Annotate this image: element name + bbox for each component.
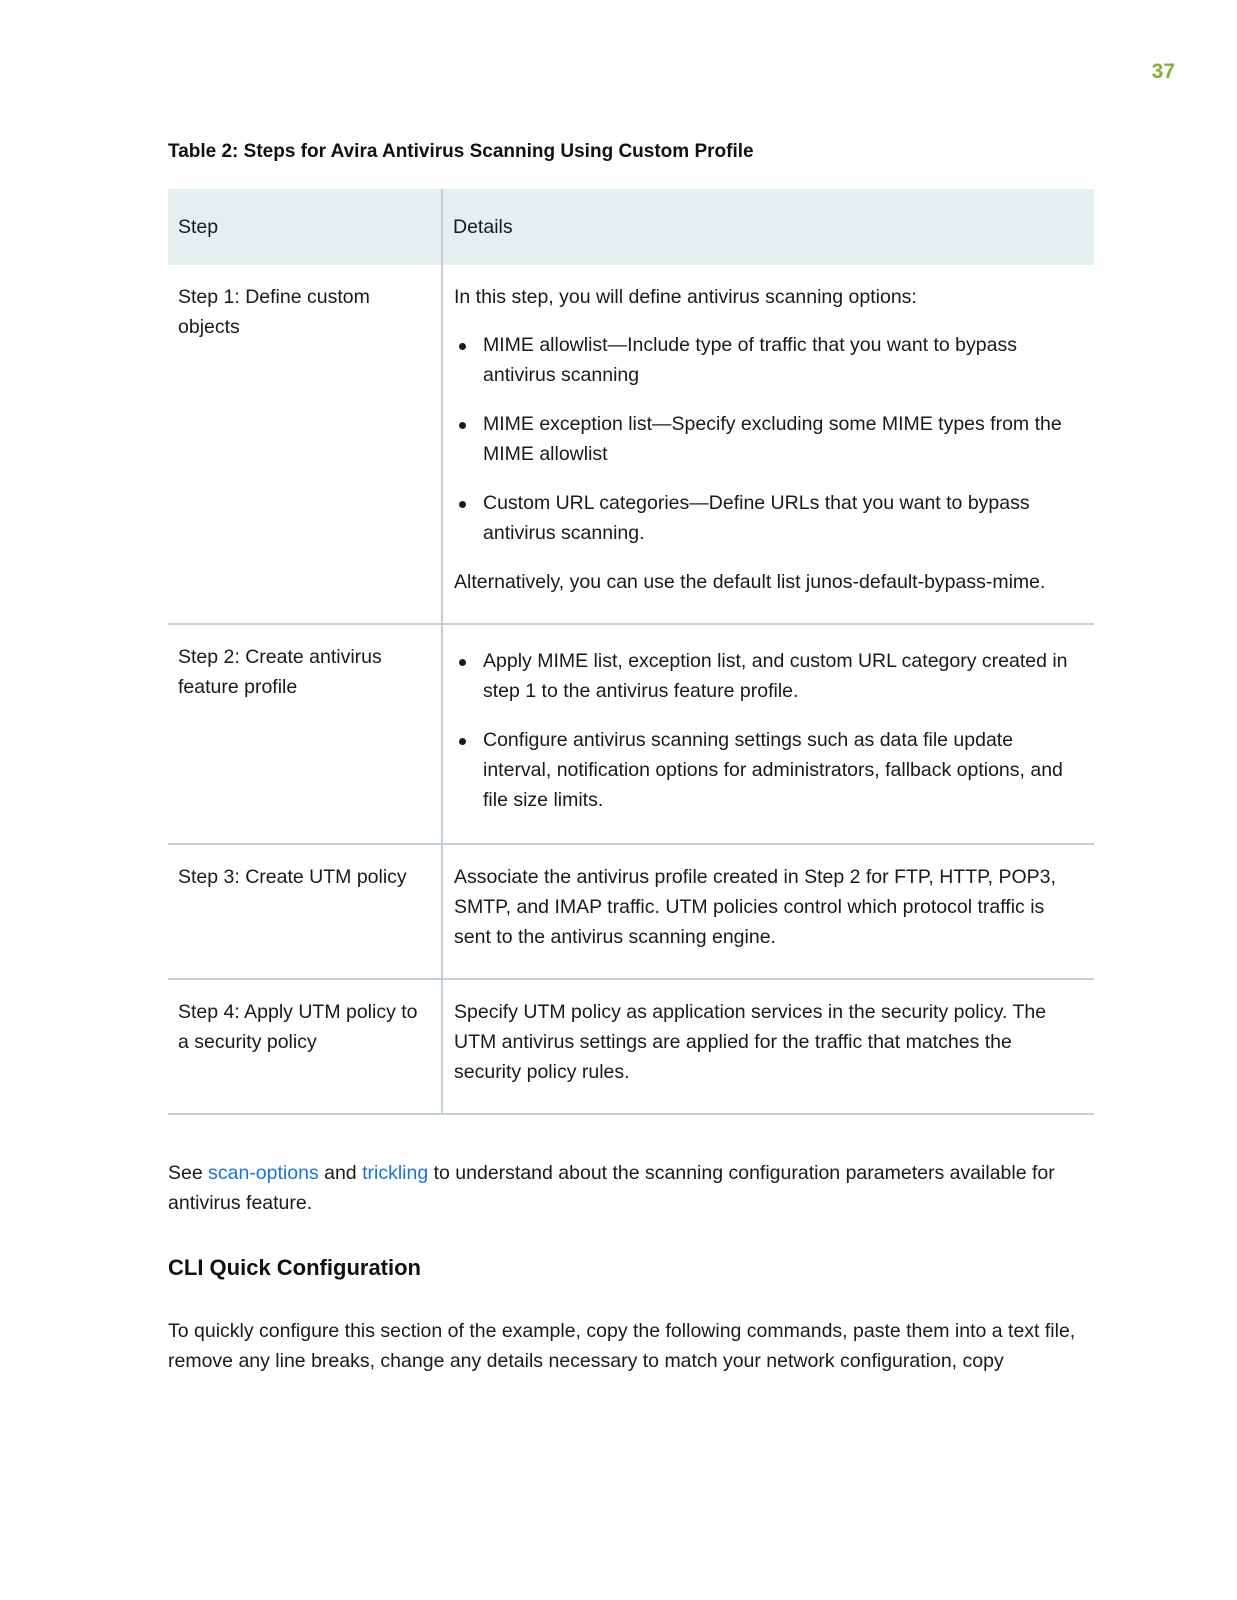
see-prefix: See (168, 1162, 209, 1184)
bullet-item: Custom URL categories—Define URLs that you want to bypass antivirus scanning. (454, 488, 1084, 548)
table-caption: Table 2: Steps for Avira Antivirus Scanning Using Custom Profile (168, 141, 754, 162)
column-header-details: Details (442, 189, 1094, 265)
table-row (168, 979, 1094, 1114)
bullet-item: MIME allowlist—Include type of traffic that you want to bypass antivirus scanning (454, 330, 1084, 390)
details-bullet-list (454, 330, 1084, 548)
section-heading: CLI Quick Configuration (168, 1255, 421, 1280)
details-cell (442, 979, 1094, 1114)
details-cell (442, 624, 1094, 844)
column-header-step: Step (168, 189, 442, 265)
scan-options-link[interactable]: scan-options (208, 1162, 319, 1184)
details-text: Specify UTM policy as application services in the security policy. The UTM antivirus settings are applied for the traffic that matches the security policy rules. (454, 1001, 1047, 1083)
table-header-row (168, 189, 1094, 265)
details-outro: Alternatively, you can use the default list junos-default-bypass-mime. (454, 571, 1046, 593)
see-middle: and (318, 1162, 363, 1184)
cli-paragraph: To quickly configure this section of the example, copy the following commands, paste them into a text file, remove any line breaks, change any details necessary to match your network configuration, copy (168, 1320, 1076, 1372)
table-row (168, 624, 1094, 844)
details-intro: In this step, you will define antivirus scanning options: (454, 286, 917, 308)
step-cell: Step 3: Create UTM policy (168, 844, 442, 979)
page-number: 37 (1151, 60, 1175, 83)
steps-table (168, 189, 1094, 1115)
table-row (168, 844, 1094, 979)
details-bullet-list (454, 646, 1084, 815)
trickling-link[interactable]: trickling (362, 1162, 429, 1184)
details-cell (442, 265, 1094, 624)
bullet-item: Apply MIME list, exception list, and custom URL category created in step 1 to the antivirus feature profile. (454, 646, 1084, 706)
see-also-paragraph (168, 1158, 1088, 1218)
details-cell (442, 844, 1094, 979)
bullet-item: MIME exception list—Specify excluding some MIME types from the MIME allowlist (454, 409, 1084, 469)
step-cell: Step 2: Create antivirus feature profile (168, 624, 442, 844)
bullet-item: Configure antivirus scanning settings such as data file update interval, notification options for administrators, fallback options, and file size limits. (454, 725, 1084, 815)
see-suffix: to understand about the scanning configuration parameters available for antivirus feature. (168, 1162, 1055, 1214)
step-cell: Step 1: Define custom objects (168, 265, 442, 624)
table-row (168, 265, 1094, 624)
details-text: Associate the antivirus profile created in Step 2 for FTP, HTTP, POP3, SMTP, and IMAP traffic. UTM policies control which protocol traffic is sent to the antivirus scanning engine. (454, 866, 1056, 948)
step-cell: Step 4: Apply UTM policy to a security policy (168, 979, 442, 1114)
